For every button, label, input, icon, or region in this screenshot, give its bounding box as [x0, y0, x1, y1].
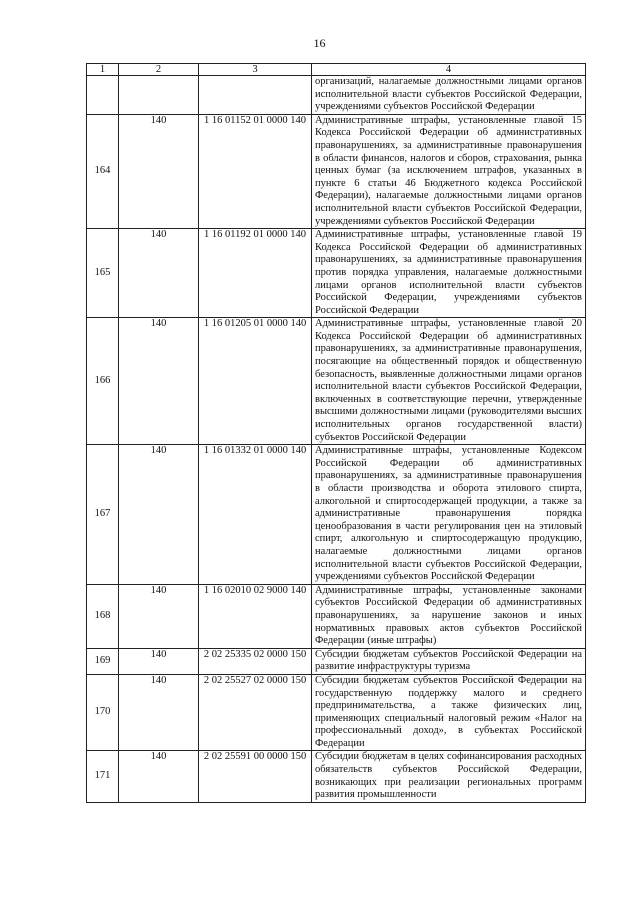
revenue-name-cell: Субсидии бюджетам субъектов Российской Федерации на государственную поддержку малого и среднего предпринимательства, а также физических лиц, применяющих специальный налоговый режим «Налог на профессиональный доход», в субъектах Российской Федерации	[312, 674, 586, 751]
column-header: 4	[312, 64, 586, 76]
admin-code-cell	[119, 76, 199, 115]
admin-code-cell: 140	[119, 445, 199, 585]
revenue-name-cell: организаций, налагаемые должностными лицами органов исполнительной власти субъектов Российской Федерации, учреждениями субъектов Российской Федерации	[312, 76, 586, 115]
budget-code-cell: 1 16 01152 01 0000 140	[199, 114, 312, 228]
row-number-cell: 166	[87, 318, 119, 445]
admin-code-cell: 140	[119, 229, 199, 318]
budget-code-cell: 2 02 25527 02 0000 150	[199, 674, 312, 751]
revenue-name-cell: Субсидии бюджетам субъектов Российской Федерации на развитие инфраструктуры туризма	[312, 648, 586, 674]
table-row	[87, 751, 586, 802]
budget-code-cell: 1 16 01205 01 0000 140	[199, 318, 312, 445]
admin-code-cell: 140	[119, 318, 199, 445]
budget-code-cell: 2 02 25591 00 0000 150	[199, 751, 312, 802]
table-row	[87, 318, 586, 445]
revenue-name-cell: Административные штрафы, установленные главой 20 Кодекса Российской Федерации об административных правонарушениях, за административные правонарушения, посягающие на общественный порядок и общественную безопасность, выявленные должностными лицами органов исполнительной власти субъектов Российской Федерации, включенных в соответствующие перечни, утвержденные высшими должностными лицами (руководителями высших исполнительных органов государственной власти) субъектов Российской Федерации	[312, 318, 586, 445]
revenue-name-cell: Субсидии бюджетам в целях софинансирования расходных обязательств субъектов Российской Федерации, возникающих при реализации региональных программ развития промышленности	[312, 751, 586, 802]
admin-code-cell: 140	[119, 751, 199, 802]
admin-code-cell: 140	[119, 648, 199, 674]
column-header: 3	[199, 64, 312, 76]
admin-code-cell: 140	[119, 674, 199, 751]
revenue-name-cell: Административные штрафы, установленные законами субъектов Российской Федерации об административных правонарушениях, за нарушение законов и иных нормативных правовых актов субъектов Российской Федерации (иные штрафы)	[312, 584, 586, 648]
budget-code-cell: 2 02 25335 02 0000 150	[199, 648, 312, 674]
budget-code-cell: 1 16 02010 02 9000 140	[199, 584, 312, 648]
header-row	[87, 64, 586, 76]
table-row	[87, 584, 586, 648]
table-row	[87, 445, 586, 585]
row-number-cell: 171	[87, 751, 119, 802]
table-row	[87, 674, 586, 751]
admin-code-cell: 140	[119, 114, 199, 228]
table-row	[87, 648, 586, 674]
row-number-cell: 170	[87, 674, 119, 751]
revenue-codes-table	[86, 63, 586, 803]
row-number-cell: 167	[87, 445, 119, 585]
continuation-row	[87, 76, 586, 115]
revenue-name-cell: Административные штрафы, установленные Кодексом Российской Федерации об административных правонарушениях, за административные правонарушения в области производства и оборота этилового спирта, алкогольной и спиртосодержащей продукции, а также за административные правонарушения порядка ценообразования в части регулирования цен на этиловый спирт, алкогольную и спиртосодержащую продукцию, налагаемые должностными лицами органов исполнительной власти субъектов Российской Федерации, учреждениями субъектов Российской Федерации	[312, 445, 586, 585]
admin-code-cell: 140	[119, 584, 199, 648]
budget-code-cell: 1 16 01332 01 0000 140	[199, 445, 312, 585]
row-number-cell: 168	[87, 584, 119, 648]
page-number: 16	[313, 36, 326, 50]
table-row	[87, 114, 586, 228]
budget-code-cell	[199, 76, 312, 115]
row-number-cell: 165	[87, 229, 119, 318]
revenue-name-cell: Административные штрафы, установленные главой 19 Кодекса Российской Федерации об административных правонарушениях, за административные правонарушения против порядка управления, налагаемые должностными лицами органов исполнительной власти субъектов Российской Федерации, учреждениями субъектов Российской Федерации	[312, 229, 586, 318]
row-number-cell: 164	[87, 114, 119, 228]
row-number-cell	[87, 76, 119, 115]
table-row	[87, 229, 586, 318]
column-header: 1	[87, 64, 119, 76]
row-number-cell: 169	[87, 648, 119, 674]
revenue-name-cell: Административные штрафы, установленные главой 15 Кодекса Российской Федерации об административных правонарушениях, за административные правонарушения в области финансов, налогов и сборов, страхования, рынка ценных бумаг (за исключением штрафов, указанных в пункте 6 статьи 46 Бюджетного кодекса Российской Федерации), налагаемые должностными лицами органов исполнительной власти субъектов Российской Федерации, учреждениями субъектов Российской Федерации	[312, 114, 586, 228]
column-header: 2	[119, 64, 199, 76]
budget-code-cell: 1 16 01192 01 0000 140	[199, 229, 312, 318]
